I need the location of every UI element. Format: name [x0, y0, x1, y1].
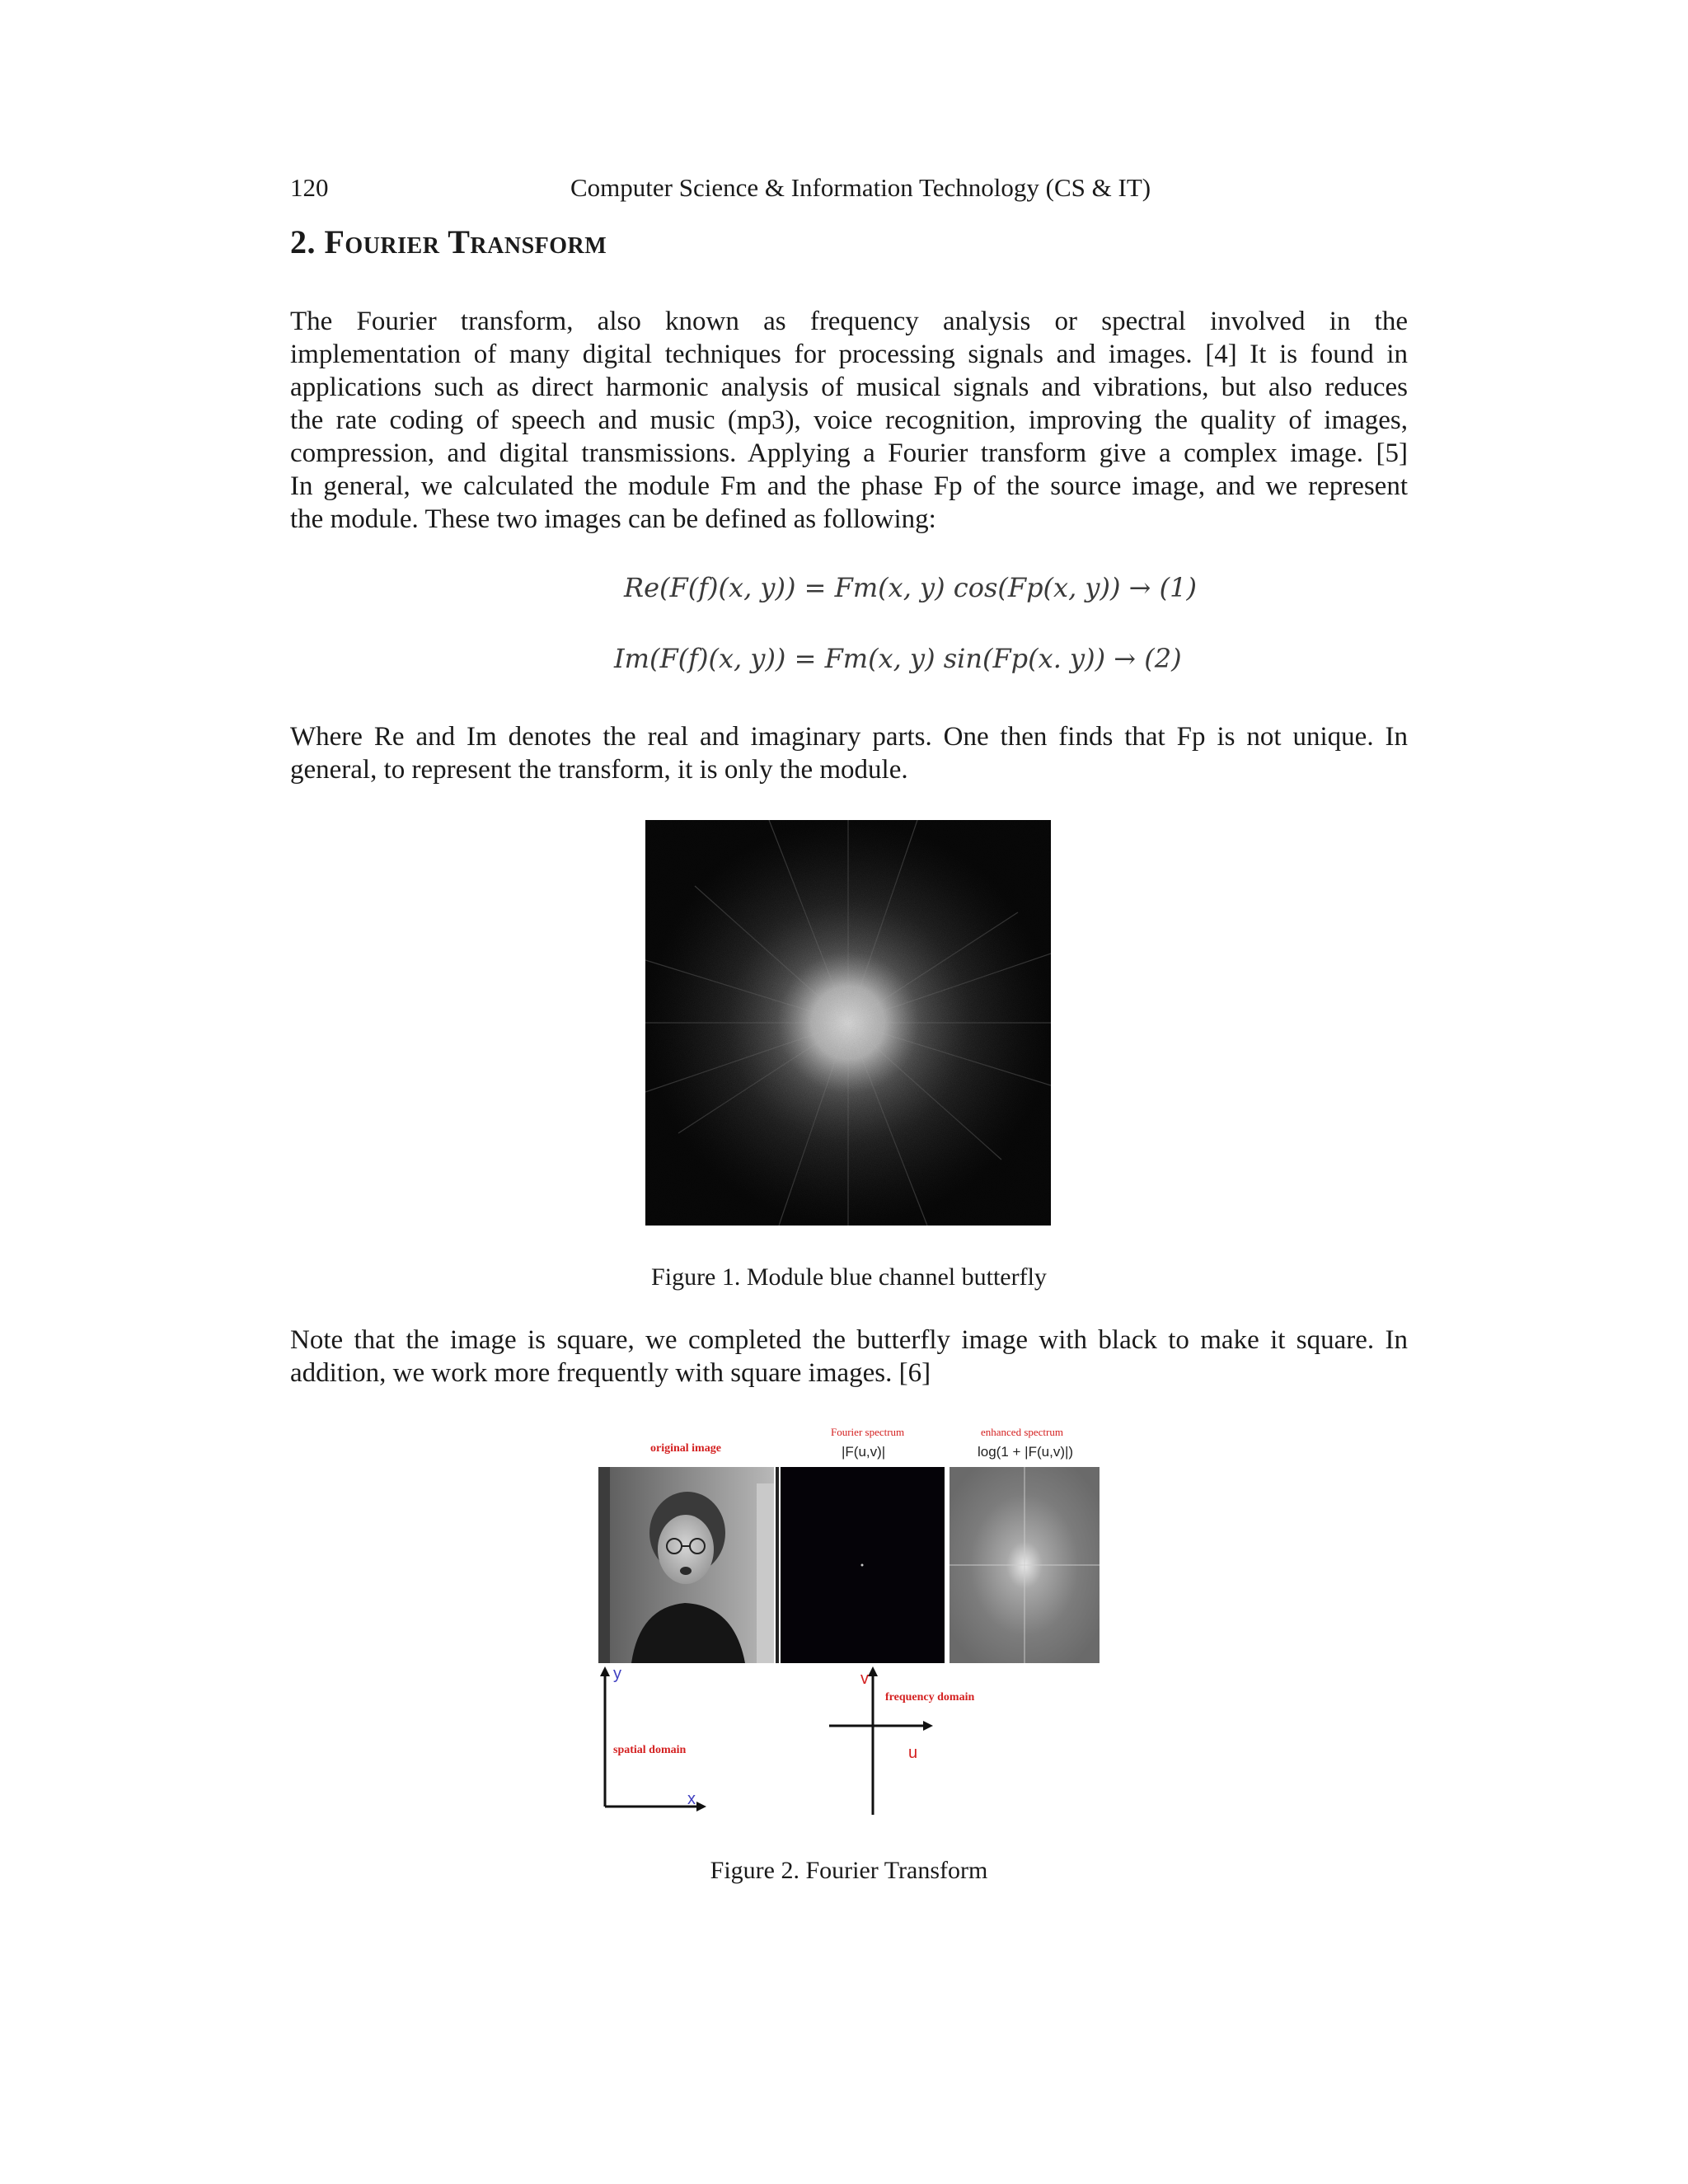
paragraph-line: The Fourier transform, also known as frequency analysis or spectral involved in the [290, 307, 1408, 336]
axis-v-label: v [860, 1670, 869, 1688]
paragraph-square [290, 1324, 1408, 1390]
axis-x-label: x [687, 1790, 696, 1808]
original-image-panel [598, 1467, 774, 1663]
axis-y-label: y [613, 1665, 621, 1683]
label-original-image: original image [650, 1442, 721, 1455]
equation-1: Re(F(f)(x, y)) = Fm(x, y) cos(Fp(x, y)) → (1) [624, 572, 1197, 603]
equation-2: Im(F(f)(x, y)) = Fm(x, y) sin(Fp(x. y)) → (2) [614, 643, 1182, 674]
paragraph-line: compression, and digital transmissions. Applying a Fourier transform give a complex image. [5] [290, 438, 1408, 468]
label-enhanced-formula: log(1 + |F(u,v)|) [978, 1444, 1074, 1460]
paragraph-intro [290, 305, 1408, 536]
enhanced-spectrum-panel [950, 1467, 1100, 1663]
paragraph-line: addition, we work more frequently with square images. [6] [290, 1358, 931, 1388]
label-fourier-formula: |F(u,v)| [842, 1444, 886, 1460]
figure-2-caption: Figure 2. Fourier Transform [710, 1857, 988, 1884]
paragraph-line: the rate coding of speech and music (mp3), voice recognition, improving the quality of images, [290, 405, 1408, 435]
paragraph-line: implementation of many digital techniques for processing signals and images. [4] It is found in [290, 340, 1408, 369]
label-fourier-spectrum: Fourier spectrum [831, 1426, 905, 1438]
portrait-graphic [598, 1467, 774, 1663]
paragraph-line: Note that the image is square, we completed the butterfly image with black to make it square. In [290, 1325, 1408, 1355]
paragraph-re-im [290, 720, 1408, 786]
running-title: Computer Science & Information Technology (CS & IT) [570, 173, 1151, 202]
label-spatial-domain: spatial domain [613, 1744, 687, 1756]
panel-separator [776, 1467, 779, 1663]
label-enhanced-spectrum: enhanced spectrum [981, 1426, 1063, 1438]
paragraph-line: In general, we calculated the module Fm and the phase Fp of the source image, and we represent [290, 471, 1408, 501]
paragraph-line: Where Re and Im denotes the real and imaginary parts. One then finds that Fp is not unique. In [290, 722, 1408, 752]
paragraph-line: the module. These two images can be defined as following: [290, 504, 936, 534]
spectrum-graphic [645, 820, 1051, 1226]
axis-u-label: u [908, 1744, 918, 1762]
page-number: 120 [290, 173, 329, 202]
figure-1-caption: Figure 1. Module blue channel butterfly [651, 1263, 1047, 1291]
running-header [290, 171, 1409, 204]
figure-1-spectrum-image [645, 820, 1051, 1226]
fourier-spectrum-panel [781, 1467, 945, 1663]
fourier-spectrum-graphic [781, 1467, 945, 1663]
paragraph-line: general, to represent the transform, it is only the module. [290, 755, 908, 785]
section-heading: 2. Fourier Transform [290, 223, 607, 260]
paragraph-line: applications such as direct harmonic analysis of musical signals and vibrations, but also reduces [290, 373, 1408, 402]
enhanced-spectrum-graphic [950, 1467, 1100, 1663]
figure-2-illustration [597, 1419, 1101, 1821]
label-frequency-domain: frequency domain [885, 1691, 975, 1704]
